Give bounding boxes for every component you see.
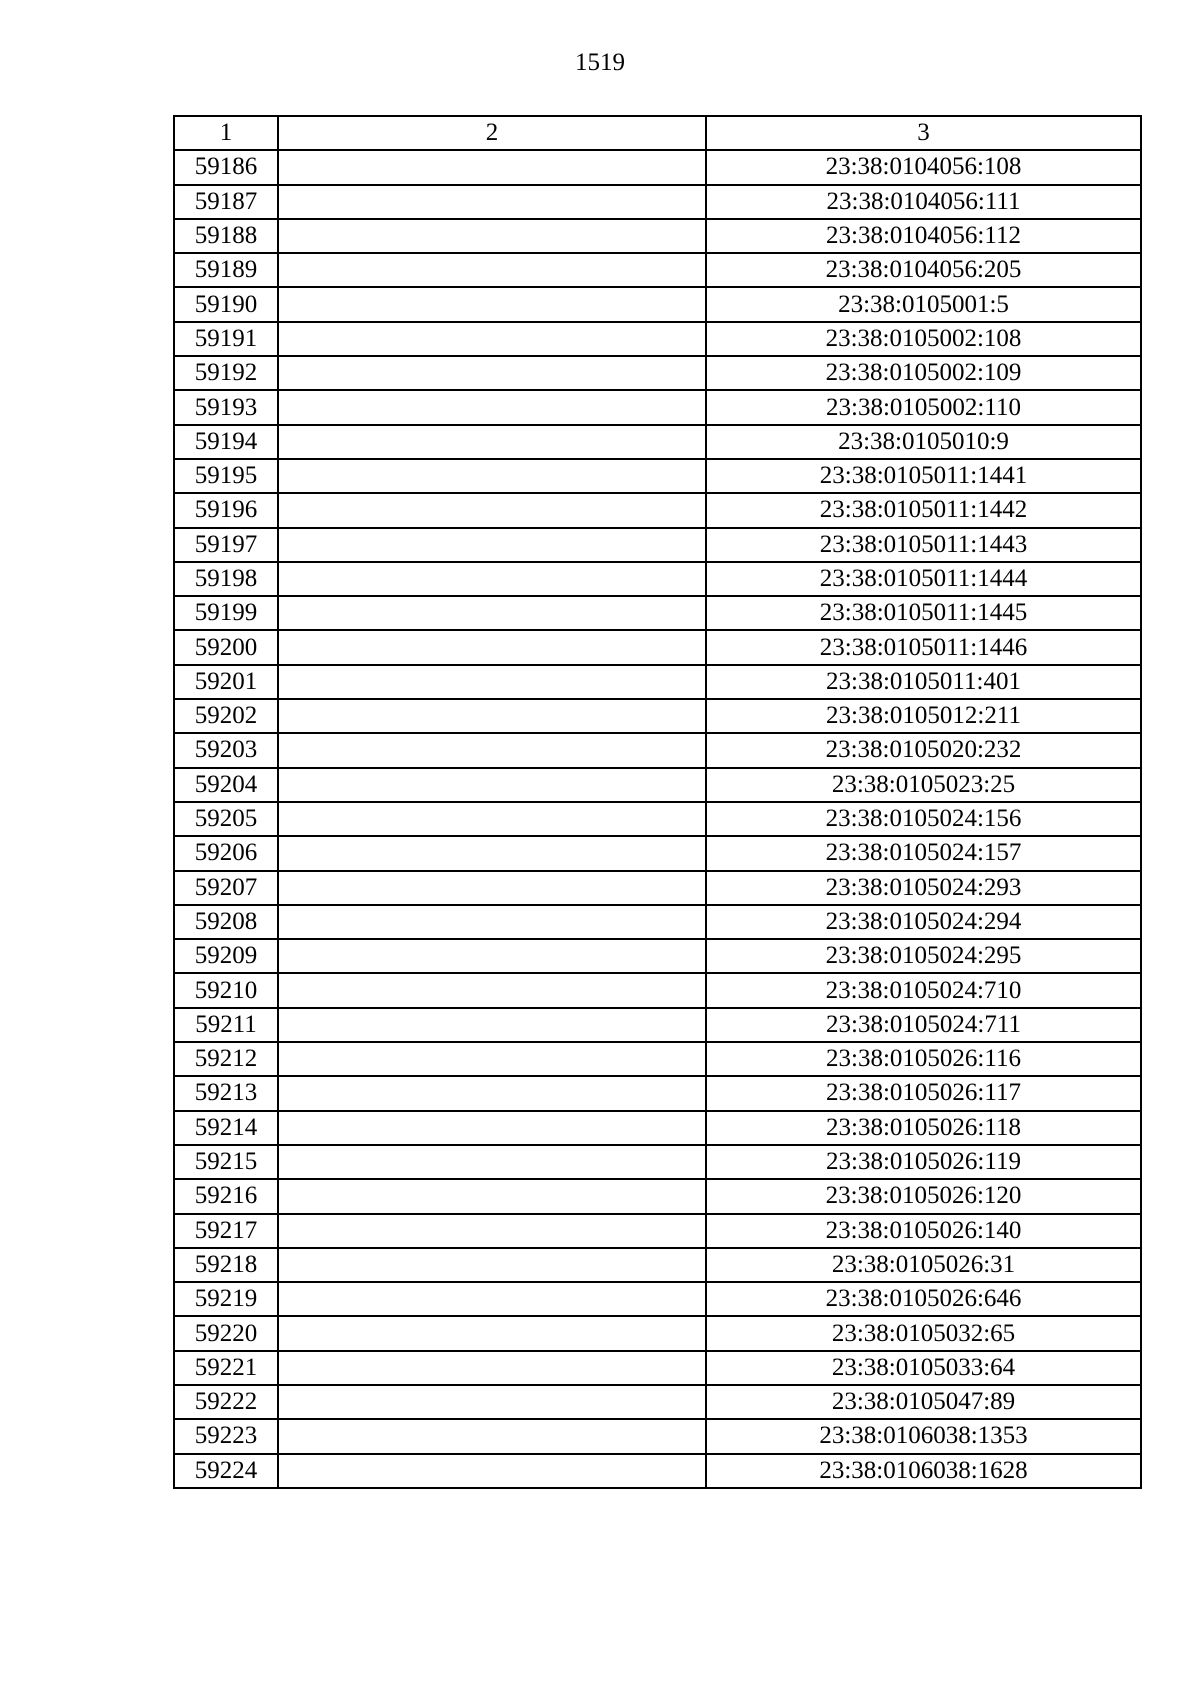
row-col2-cell (278, 1316, 706, 1350)
cadastral-number-cell: 23:38:0105032:65 (706, 1316, 1141, 1350)
cadastral-number-cell: 23:38:0105024:293 (706, 871, 1141, 905)
table-row (174, 1316, 1141, 1350)
cadastral-number-cell: 23:38:0105011:401 (706, 665, 1141, 699)
row-col2-cell (278, 973, 706, 1007)
header-row (174, 116, 1141, 150)
row-col2-cell (278, 322, 706, 356)
row-col2-cell (278, 425, 706, 459)
row-number-cell: 59214 (174, 1111, 278, 1145)
table-row (174, 253, 1141, 287)
table-row (174, 1385, 1141, 1419)
row-col2-cell (278, 459, 706, 493)
cadastral-number-cell: 23:38:0105001:5 (706, 287, 1141, 321)
row-number-cell: 59209 (174, 939, 278, 973)
table-row (174, 1351, 1141, 1385)
header-cell-2: 2 (278, 116, 706, 150)
table-row (174, 1454, 1141, 1488)
table-row (174, 871, 1141, 905)
cadastral-number-cell: 23:38:0105026:119 (706, 1145, 1141, 1179)
cadastral-number-cell: 23:38:0105002:110 (706, 390, 1141, 424)
table-row (174, 425, 1141, 459)
row-col2-cell (278, 150, 706, 184)
table-row (174, 836, 1141, 870)
row-col2-cell (278, 768, 706, 802)
row-number-cell: 59205 (174, 802, 278, 836)
table-row (174, 150, 1141, 184)
table-row (174, 562, 1141, 596)
table-row (174, 802, 1141, 836)
table-row (174, 1145, 1141, 1179)
table-row (174, 1419, 1141, 1453)
row-number-cell: 59198 (174, 562, 278, 596)
cadastral-number-cell: 23:38:0105011:1442 (706, 493, 1141, 527)
cadastral-number-cell: 23:38:0105011:1443 (706, 528, 1141, 562)
table-row (174, 390, 1141, 424)
table-row (174, 1248, 1141, 1282)
table-row (174, 185, 1141, 219)
table-row (174, 1008, 1141, 1042)
cadastral-number-cell: 23:38:0104056:111 (706, 185, 1141, 219)
cadastral-number-cell: 23:38:0105024:157 (706, 836, 1141, 870)
row-number-cell: 59210 (174, 973, 278, 1007)
cadastral-number-cell: 23:38:0105026:116 (706, 1042, 1141, 1076)
row-number-cell: 59202 (174, 699, 278, 733)
table-row (174, 1179, 1141, 1213)
row-number-cell: 59201 (174, 665, 278, 699)
table-row (174, 699, 1141, 733)
row-number-cell: 59199 (174, 596, 278, 630)
row-number-cell: 59208 (174, 905, 278, 939)
row-col2-cell (278, 528, 706, 562)
row-col2-cell (278, 939, 706, 973)
row-number-cell: 59222 (174, 1385, 278, 1419)
row-col2-cell (278, 219, 706, 253)
cadastral-number-cell: 23:38:0106038:1628 (706, 1454, 1141, 1488)
row-col2-cell (278, 836, 706, 870)
row-number-cell: 59218 (174, 1248, 278, 1282)
table-row (174, 973, 1141, 1007)
cadastral-number-cell: 23:38:0105002:109 (706, 356, 1141, 390)
row-number-cell: 59212 (174, 1042, 278, 1076)
row-col2-cell (278, 1008, 706, 1042)
row-number-cell: 59207 (174, 871, 278, 905)
row-col2-cell (278, 1111, 706, 1145)
row-number-cell: 59217 (174, 1214, 278, 1248)
data-table (173, 115, 1142, 1489)
row-col2-cell (278, 1248, 706, 1282)
cadastral-number-cell: 23:38:0105011:1446 (706, 630, 1141, 664)
table-row (174, 1076, 1141, 1110)
row-col2-cell (278, 699, 706, 733)
row-col2-cell (278, 665, 706, 699)
table-row (174, 459, 1141, 493)
row-number-cell: 59204 (174, 768, 278, 802)
row-number-cell: 59197 (174, 528, 278, 562)
row-number-cell: 59192 (174, 356, 278, 390)
cadastral-number-cell: 23:38:0105026:120 (706, 1179, 1141, 1213)
row-number-cell: 59215 (174, 1145, 278, 1179)
row-col2-cell (278, 1042, 706, 1076)
row-col2-cell (278, 905, 706, 939)
cadastral-number-cell: 23:38:0105020:232 (706, 733, 1141, 767)
row-col2-cell (278, 630, 706, 664)
cadastral-number-cell: 23:38:0105026:118 (706, 1111, 1141, 1145)
cadastral-number-cell: 23:38:0105026:31 (706, 1248, 1141, 1282)
cadastral-number-cell: 23:38:0105026:117 (706, 1076, 1141, 1110)
row-col2-cell (278, 287, 706, 321)
table-row (174, 733, 1141, 767)
row-col2-cell (278, 1454, 706, 1488)
header-cell-3: 3 (706, 116, 1141, 150)
cadastral-number-cell: 23:38:0104056:205 (706, 253, 1141, 287)
row-number-cell: 59216 (174, 1179, 278, 1213)
table-body (174, 150, 1141, 1488)
row-number-cell: 59211 (174, 1008, 278, 1042)
cadastral-number-cell: 23:38:0105012:211 (706, 699, 1141, 733)
row-col2-cell (278, 1145, 706, 1179)
cadastral-number-cell: 23:38:0105033:64 (706, 1351, 1141, 1385)
table-row (174, 665, 1141, 699)
row-number-cell: 59196 (174, 493, 278, 527)
cadastral-number-cell: 23:38:0105010:9 (706, 425, 1141, 459)
data-table-container (173, 115, 1142, 1489)
row-col2-cell (278, 1179, 706, 1213)
row-number-cell: 59219 (174, 1282, 278, 1316)
cadastral-number-cell: 23:38:0105024:156 (706, 802, 1141, 836)
table-row (174, 1282, 1141, 1316)
table-row (174, 356, 1141, 390)
row-number-cell: 59206 (174, 836, 278, 870)
cadastral-number-cell: 23:38:0104056:112 (706, 219, 1141, 253)
table-row (174, 287, 1141, 321)
table-row (174, 322, 1141, 356)
table-row (174, 630, 1141, 664)
row-number-cell: 59223 (174, 1419, 278, 1453)
cadastral-number-cell: 23:38:0105023:25 (706, 768, 1141, 802)
row-number-cell: 59221 (174, 1351, 278, 1385)
row-col2-cell (278, 356, 706, 390)
cadastral-number-cell: 23:38:0105024:295 (706, 939, 1141, 973)
page-number: 1519 (575, 49, 625, 76)
row-col2-cell (278, 733, 706, 767)
row-number-cell: 59224 (174, 1454, 278, 1488)
row-col2-cell (278, 1385, 706, 1419)
cadastral-number-cell: 23:38:0105011:1444 (706, 562, 1141, 596)
cadastral-number-cell: 23:38:0105011:1441 (706, 459, 1141, 493)
table-row (174, 1111, 1141, 1145)
cadastral-number-cell: 23:38:0104056:108 (706, 150, 1141, 184)
table-row (174, 596, 1141, 630)
row-number-cell: 59190 (174, 287, 278, 321)
table-row (174, 1042, 1141, 1076)
cadastral-number-cell: 23:38:0105002:108 (706, 322, 1141, 356)
cadastral-number-cell: 23:38:0105024:710 (706, 973, 1141, 1007)
row-number-cell: 59187 (174, 185, 278, 219)
cadastral-number-cell: 23:38:0105047:89 (706, 1385, 1141, 1419)
table-row (174, 528, 1141, 562)
row-col2-cell (278, 493, 706, 527)
row-col2-cell (278, 253, 706, 287)
row-number-cell: 59220 (174, 1316, 278, 1350)
row-col2-cell (278, 1419, 706, 1453)
row-number-cell: 59203 (174, 733, 278, 767)
cadastral-number-cell: 23:38:0105026:140 (706, 1214, 1141, 1248)
row-col2-cell (278, 802, 706, 836)
table-row (174, 1214, 1141, 1248)
table-row (174, 905, 1141, 939)
row-number-cell: 59213 (174, 1076, 278, 1110)
cadastral-number-cell: 23:38:0105011:1445 (706, 596, 1141, 630)
row-col2-cell (278, 1214, 706, 1248)
row-col2-cell (278, 596, 706, 630)
table-row (174, 939, 1141, 973)
table-row (174, 493, 1141, 527)
row-number-cell: 59186 (174, 150, 278, 184)
row-col2-cell (278, 390, 706, 424)
table-header (174, 116, 1141, 150)
table-row (174, 219, 1141, 253)
table-row (174, 768, 1141, 802)
row-number-cell: 59189 (174, 253, 278, 287)
row-number-cell: 59191 (174, 322, 278, 356)
row-number-cell: 59193 (174, 390, 278, 424)
row-col2-cell (278, 562, 706, 596)
row-col2-cell (278, 871, 706, 905)
cadastral-number-cell: 23:38:0105026:646 (706, 1282, 1141, 1316)
row-number-cell: 59194 (174, 425, 278, 459)
row-col2-cell (278, 1351, 706, 1385)
row-col2-cell (278, 1076, 706, 1110)
cadastral-number-cell: 23:38:0105024:294 (706, 905, 1141, 939)
header-cell-1: 1 (174, 116, 278, 150)
row-number-cell: 59188 (174, 219, 278, 253)
cadastral-number-cell: 23:38:0106038:1353 (706, 1419, 1141, 1453)
row-number-cell: 59195 (174, 459, 278, 493)
cadastral-number-cell: 23:38:0105024:711 (706, 1008, 1141, 1042)
row-number-cell: 59200 (174, 630, 278, 664)
row-col2-cell (278, 1282, 706, 1316)
row-col2-cell (278, 185, 706, 219)
